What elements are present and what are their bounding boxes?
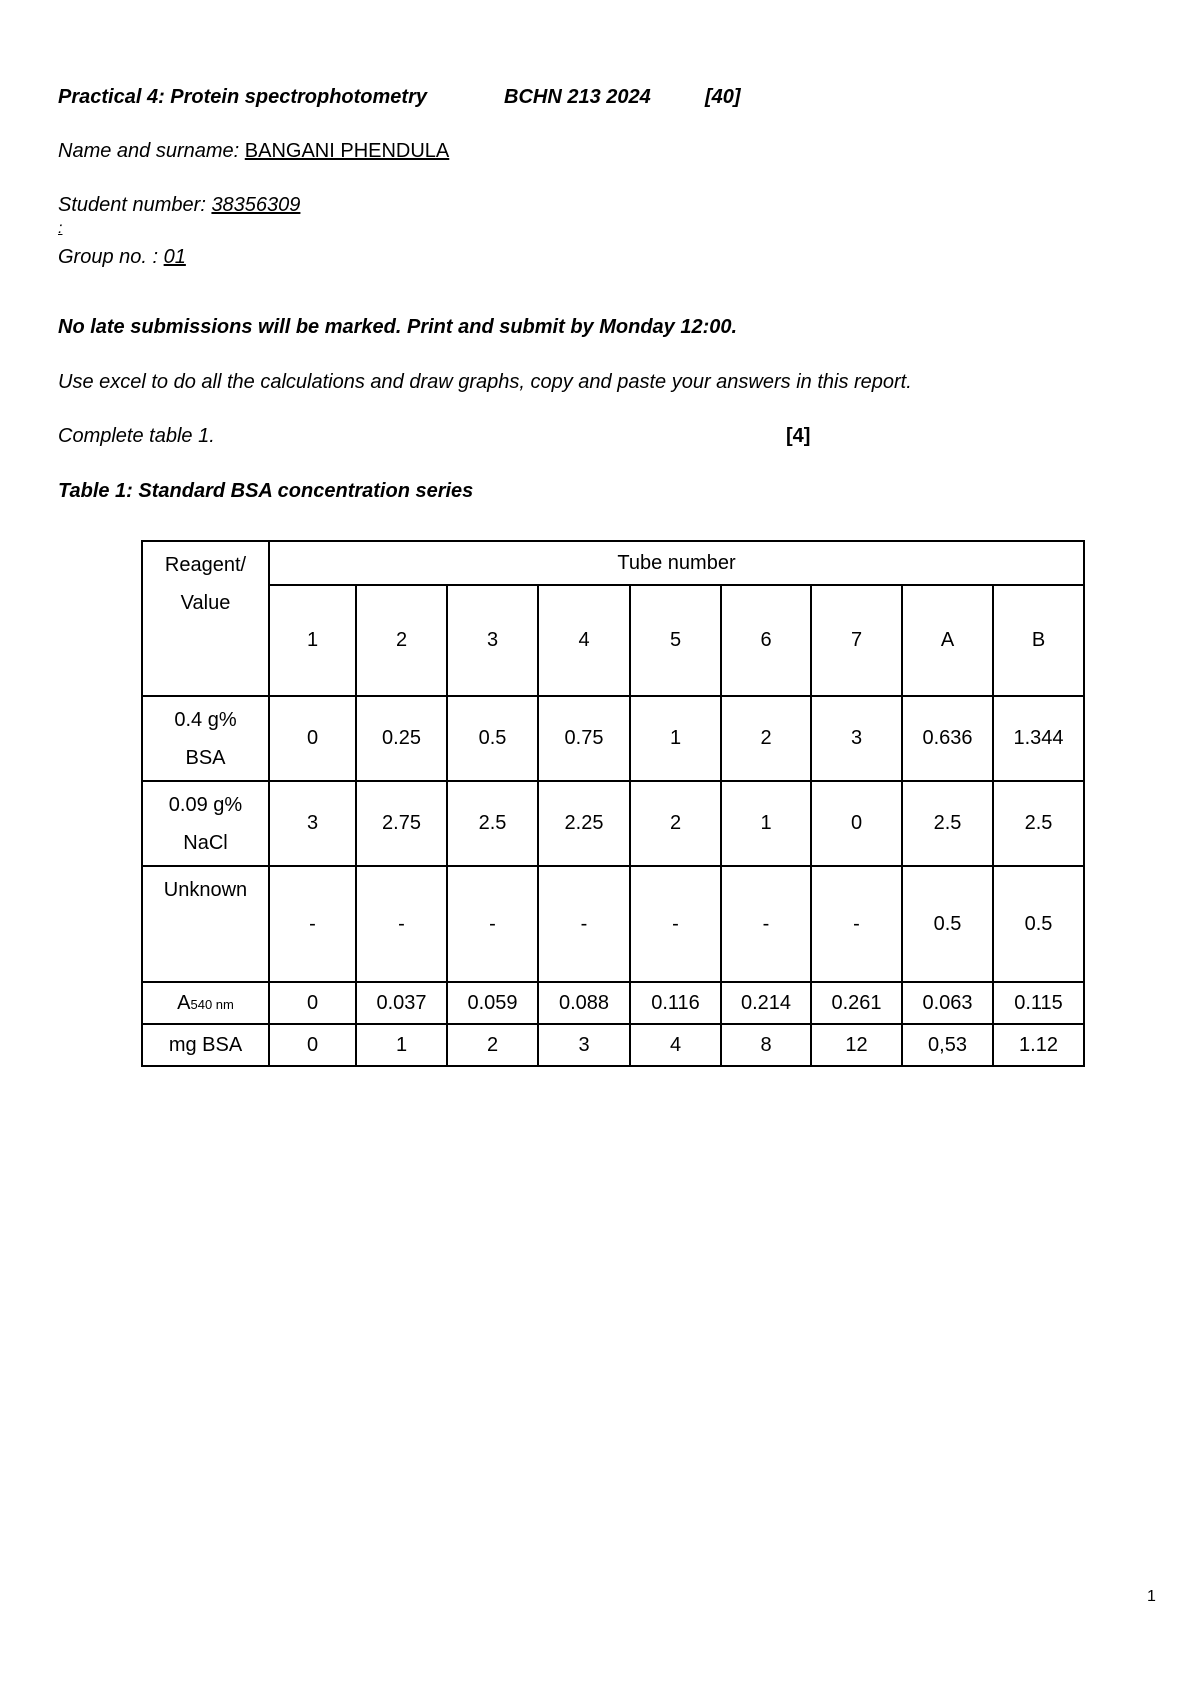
tube-header-cell: 5: [630, 585, 721, 696]
table-row-bsa: [142, 696, 1084, 781]
name-line: Name and surname: BANGANI PHENDULA: [58, 140, 450, 162]
table-cell: 8: [721, 1024, 811, 1066]
table-cell: 0.115: [993, 982, 1084, 1024]
table-cell: 3: [269, 781, 356, 866]
row-label-line: 0.4 g%: [174, 708, 237, 731]
table-cell: 1: [630, 696, 721, 781]
table-cell: 1: [356, 1024, 447, 1066]
table-cell: 0.063: [902, 982, 993, 1024]
table-cell: 0.214: [721, 982, 811, 1024]
table-cell: 0.5: [447, 696, 538, 781]
student-number-line: [58, 194, 300, 217]
table-cell: 0.088: [538, 982, 630, 1024]
table-cell: 2: [721, 696, 811, 781]
table-cell: 0: [269, 1024, 356, 1066]
corner-header-cell: [142, 541, 269, 696]
table-cell: 3: [538, 1024, 630, 1066]
table-cell: 3: [811, 696, 902, 781]
bsa-series-table: [141, 540, 1085, 1067]
tube-header-cell: 2: [356, 585, 447, 696]
row-label-main: A: [177, 991, 191, 1014]
table-cell: 2: [447, 1024, 538, 1066]
table-cell: -: [269, 866, 356, 982]
complete-table-label: Complete table 1.: [58, 425, 215, 447]
row-label-line: NaCl: [183, 831, 228, 854]
table-cell: 2.5: [993, 781, 1084, 866]
complete-table-marks: [4]: [786, 425, 811, 447]
table-cell: -: [538, 866, 630, 982]
course-code: BCHN 213 2024: [504, 86, 651, 108]
table-cell: 0.25: [356, 696, 447, 781]
row-label-unknown: Unknown: [142, 866, 269, 982]
page-title-line: [58, 86, 741, 109]
student-number-label: Student number:: [58, 194, 206, 216]
table-row-mg-bsa: [142, 1024, 1084, 1066]
row-label-nacl: [142, 781, 269, 866]
excel-instruction: Use excel to do all the calculations and draw graphs, copy and paste your answers in this report.: [58, 371, 912, 393]
table-cell: 0.037: [356, 982, 447, 1024]
row-label-mg-bsa: mg BSA: [142, 1024, 269, 1066]
table-cell: 0.5: [902, 866, 993, 982]
table-cell: 0.059: [447, 982, 538, 1024]
student-number-value: 38356309: [211, 194, 301, 216]
table-cell: 0: [269, 982, 356, 1024]
corner-label-1: Reagent/: [164, 554, 247, 576]
table-cell: 0.5: [993, 866, 1084, 982]
table-cell: -: [630, 866, 721, 982]
table-cell: 4: [630, 1024, 721, 1066]
tube-header-cell: 3: [447, 585, 538, 696]
tube-header-cell: 4: [538, 585, 630, 696]
table-cell: 1.12: [993, 1024, 1084, 1066]
table-cell: 2.75: [356, 781, 447, 866]
stray-colon: :: [58, 220, 63, 237]
name-label: Name and surname: [58, 140, 234, 162]
group-label: Group no. :: [58, 246, 159, 268]
corner-label-2: Value: [180, 592, 231, 614]
row-label-absorbance: [142, 982, 269, 1024]
table-cell: 0.261: [811, 982, 902, 1024]
table-cell: 0.116: [630, 982, 721, 1024]
row-label-line: BSA: [185, 746, 226, 769]
tube-number-header: Tube number: [269, 541, 1084, 585]
total-marks: [40]: [705, 86, 741, 108]
table-cell: 2.25: [538, 781, 630, 866]
table-cell: -: [811, 866, 902, 982]
complete-table-line: [58, 425, 215, 448]
tube-header-cell: 6: [721, 585, 811, 696]
tube-header-cell: A: [902, 585, 993, 696]
row-label-line: 0.09 g%: [168, 793, 243, 816]
table-row-absorbance: [142, 982, 1084, 1024]
table-cell: 1.344: [993, 696, 1084, 781]
table-cell: 2.5: [902, 781, 993, 866]
table-cell: 12: [811, 1024, 902, 1066]
group-line: [58, 246, 186, 269]
row-label-subscript: 540 nm: [190, 996, 234, 1012]
table-row-nacl: [142, 781, 1084, 866]
table-cell: -: [447, 866, 538, 982]
table-cell: -: [721, 866, 811, 982]
row-label-bsa: [142, 696, 269, 781]
table-cell: 2.5: [447, 781, 538, 866]
table-cell: 0.636: [902, 696, 993, 781]
table-cell: 0.75: [538, 696, 630, 781]
name-value: BANGANI PHENDULA: [244, 140, 450, 162]
table-caption: Table 1: Standard BSA concentration series: [58, 480, 474, 502]
table-cell: 0: [269, 696, 356, 781]
table-row-unknown: [142, 866, 1084, 982]
page-number: 1: [1147, 1588, 1156, 1605]
table-cell: 0: [811, 781, 902, 866]
tube-header-cell: 7: [811, 585, 902, 696]
group-value: 01: [163, 246, 186, 268]
late-submission-notice: No late submissions will be marked. Print and submit by Monday 12:00.: [58, 316, 738, 338]
practical-title: Practical 4: Protein spectrophotometry: [58, 86, 427, 108]
table-cell: 0,53: [902, 1024, 993, 1066]
table-cell: -: [356, 866, 447, 982]
table-cell: 1: [721, 781, 811, 866]
table-cell: 2: [630, 781, 721, 866]
tube-header-cell: 1: [269, 585, 356, 696]
tube-header-cell: B: [993, 585, 1084, 696]
